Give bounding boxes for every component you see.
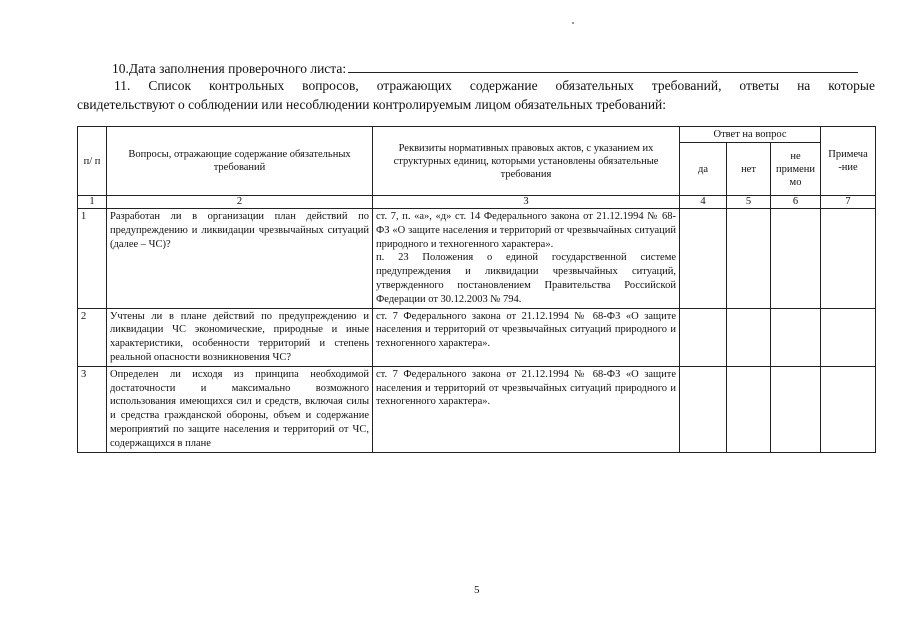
- table-row: [78, 209, 876, 309]
- header-answer-group: Ответ на вопрос: [680, 127, 821, 143]
- requisite-text: ст. 7 Федерального закона от 21.12.1994 № 68-ФЗ «О защите населения и территорий от чрезвычайных ситуаций природного и техногенного характера».: [376, 368, 676, 408]
- requisite-text: ст. 7 Федерального закона от 21.12.1994 № 68-ФЗ «О защите населения и территорий от чрезвычайных ситуаций природного и техногенного характера».: [376, 310, 676, 350]
- row-num: 3: [78, 366, 107, 452]
- item-10-fill-date: [112, 60, 858, 77]
- col-number: 7: [821, 196, 876, 209]
- row-question: Определен ли исходя из принципа необходимой достаточности и максимально возможного использования имеющихся сил и средств, включая силы и средства гражданской обороны, объем и содержание мероприятий по защите населения и территорий от ЧС, содержащихся в плане: [107, 366, 373, 452]
- item-10-label: 10.Дата заполнения проверочного листа:: [112, 61, 347, 76]
- date-blank-line: [348, 60, 858, 73]
- header-num: п/ п: [78, 127, 107, 196]
- header-yes: да: [680, 143, 727, 196]
- answer-yes-cell[interactable]: [680, 209, 727, 309]
- col-number: 2: [107, 196, 373, 209]
- header-question: Вопросы, отражающие содержание обязательных требований: [107, 127, 373, 196]
- column-number-row: [78, 196, 876, 209]
- page-number: 5: [474, 584, 480, 596]
- table-row: [78, 308, 876, 366]
- answer-na-cell[interactable]: [771, 308, 821, 366]
- row-requisites: [373, 308, 680, 366]
- header-requisites: Реквизиты нормативных правовых актов, с указанием их структурных единиц, которыми установлены обязательные требования: [373, 127, 680, 196]
- item-11-paragraph: [77, 76, 875, 114]
- row-requisites: [373, 366, 680, 452]
- header-no: нет: [727, 143, 771, 196]
- note-cell[interactable]: [821, 209, 876, 309]
- answer-no-cell[interactable]: [727, 308, 771, 366]
- table-row: [78, 366, 876, 452]
- answer-na-cell[interactable]: [771, 209, 821, 309]
- requisite-text: ст. 7, п. «а», «д» ст. 14 Федерального закона от 21.12.1994 № 68-ФЗ «О защите населения и территорий от чрезвычайных ситуаций природного и техногенного характера».: [376, 211, 676, 250]
- row-requisites: [373, 209, 680, 309]
- row-question: Учтены ли в плане действий по предупреждению и ликвидации ЧС экономические, природные и иные характеристики, особенности территорий и степень реальной опасности возникновения ЧС?: [107, 308, 373, 366]
- row-question: Разработан ли в организации план действий по предупреждению и ликвидации чрезвычайных ситуаций (далее – ЧС)?: [107, 209, 373, 309]
- scan-speck: [572, 22, 574, 24]
- answer-yes-cell[interactable]: [680, 366, 727, 452]
- row-num: 2: [78, 308, 107, 366]
- item-11-first-line: 11. Список контрольных вопросов, отражающих содержание обязательных требований, ответы на которые: [114, 78, 875, 93]
- checklist-table: [77, 126, 876, 453]
- answer-na-cell[interactable]: [771, 366, 821, 452]
- header-na: не примени мо: [771, 143, 821, 196]
- answer-no-cell[interactable]: [727, 209, 771, 309]
- header-row: [78, 127, 876, 143]
- col-number: 6: [771, 196, 821, 209]
- col-number: 3: [373, 196, 680, 209]
- row-num: 1: [78, 209, 107, 309]
- col-number: 1: [78, 196, 107, 209]
- note-cell[interactable]: [821, 308, 876, 366]
- header-note: Примеча -ние: [821, 127, 876, 196]
- requisite-text: п. 23 Положения о единой государственной системе предупреждения и ликвидации чрезвычайных ситуаций, утвержденного постановлением Правительства Российской Федерации от 30.12.2003 № 794.: [376, 252, 676, 305]
- item-11-second-line: свидетельствуют о соблюдении или несоблюдении контролируемым лицом обязательных требований:: [77, 97, 667, 112]
- answer-yes-cell[interactable]: [680, 308, 727, 366]
- note-cell[interactable]: [821, 366, 876, 452]
- col-number: 5: [727, 196, 771, 209]
- col-number: 4: [680, 196, 727, 209]
- answer-no-cell[interactable]: [727, 366, 771, 452]
